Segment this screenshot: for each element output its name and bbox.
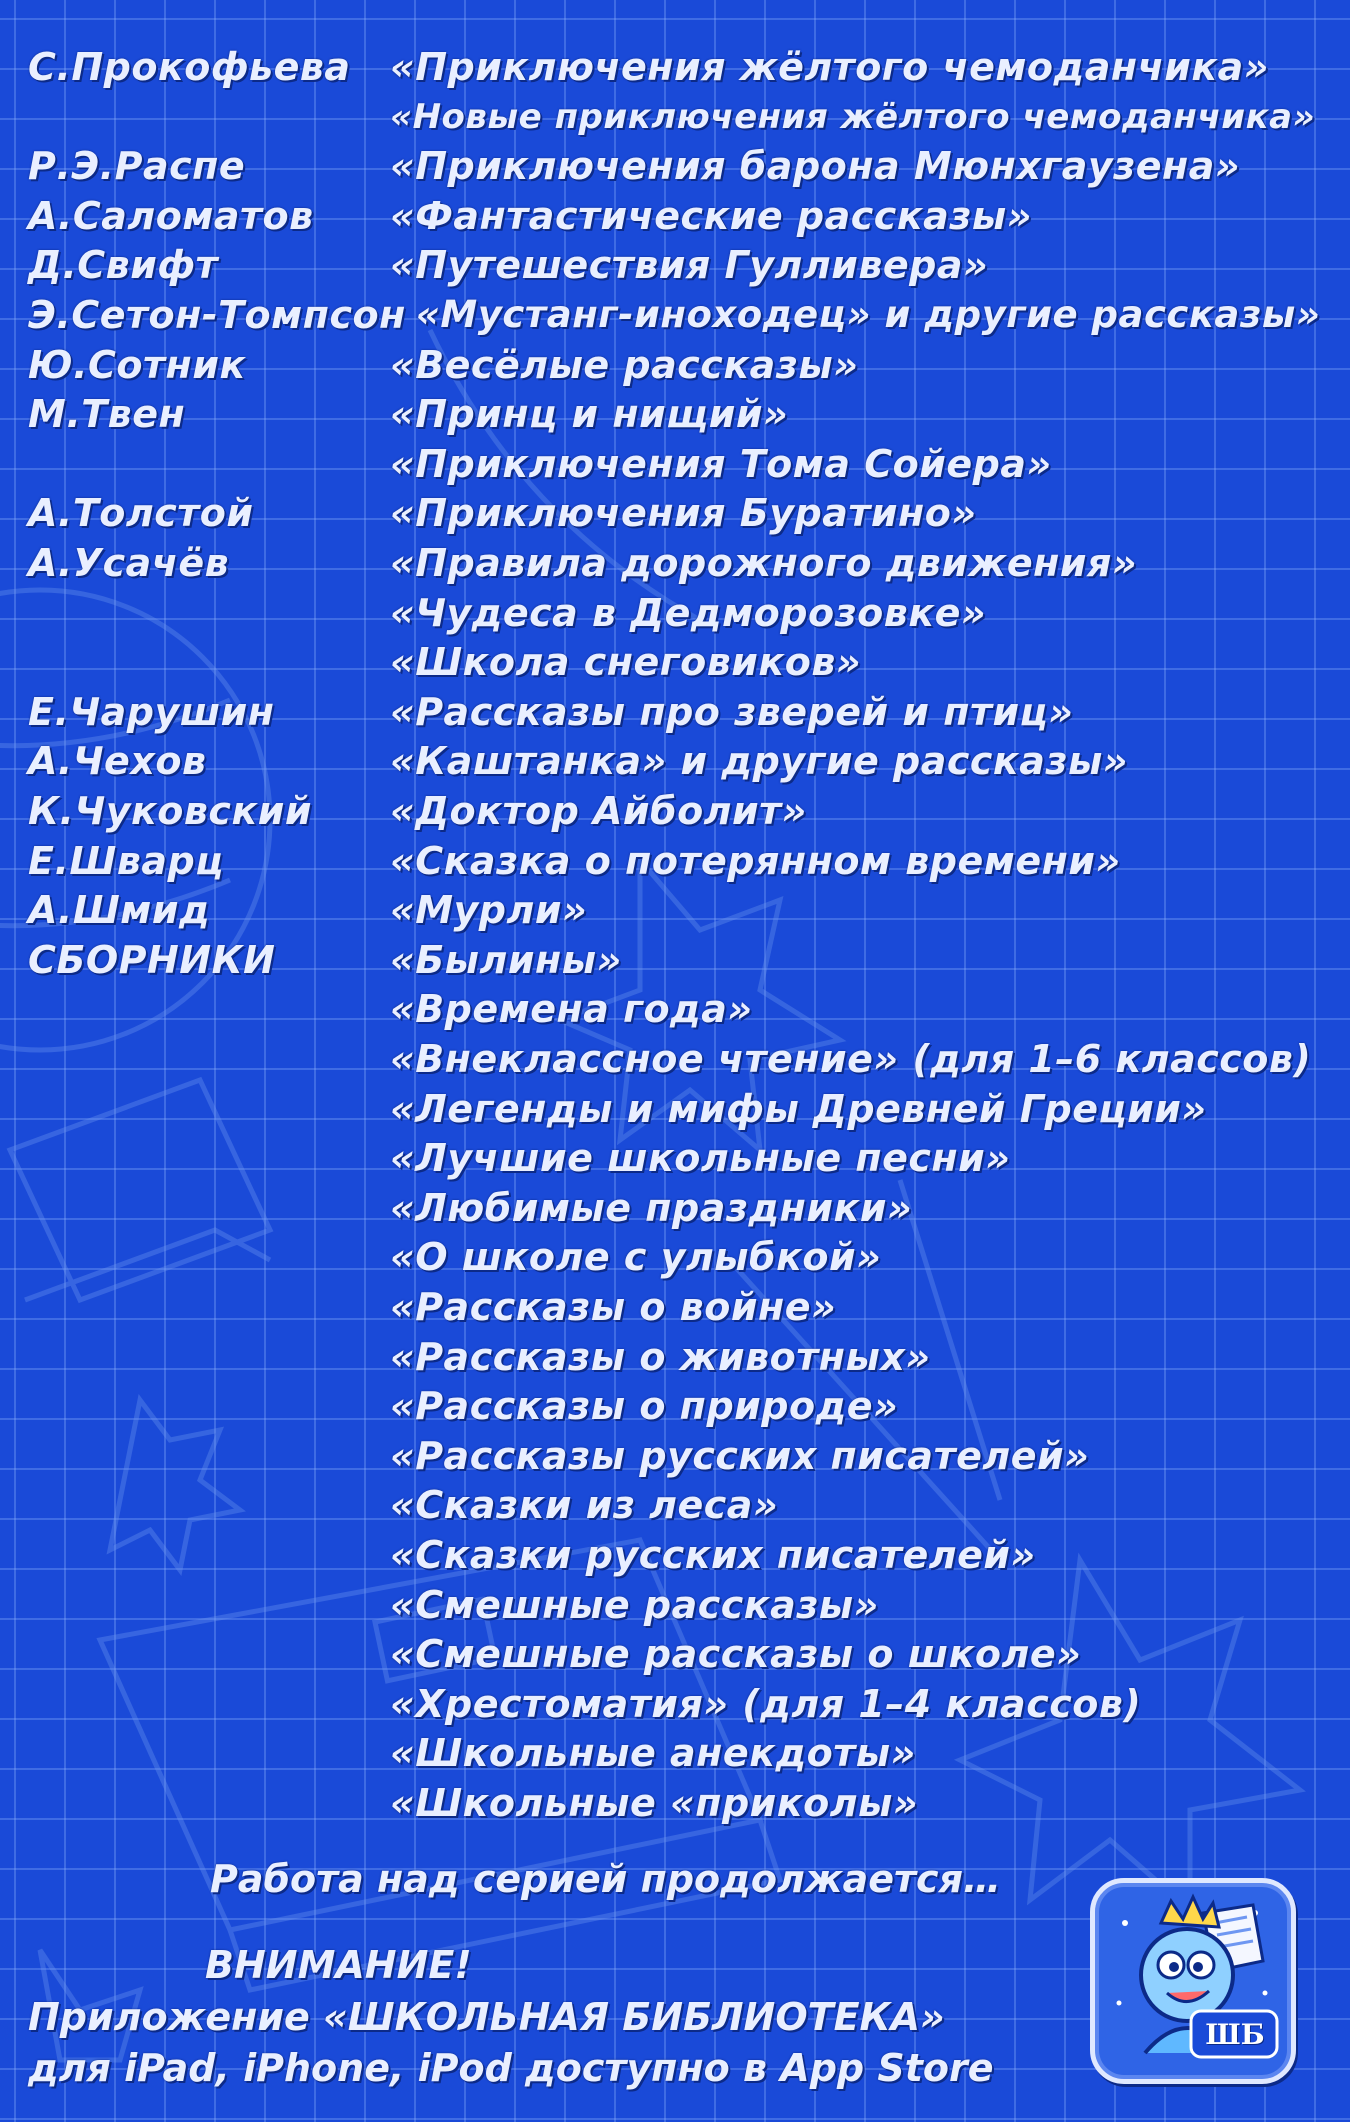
entry-title: «Рассказы о войне» <box>390 1285 837 1329</box>
entry-title: «Былины» <box>390 937 622 982</box>
entry-title: «Чудеса в Дедморозовке» <box>390 590 987 635</box>
entry-title: «Весёлые рассказы» <box>390 342 859 387</box>
entry-title: «Смешные рассказы» <box>390 1582 879 1627</box>
entry-title: «Приключения барона Мюнхгаузена» <box>390 144 1241 189</box>
entry-author: Д.Свифт <box>28 243 219 288</box>
attention-heading: ВНИМАНИЕ! <box>205 1943 472 1987</box>
entry-title: «Внеклассное чтение» (для 1–6 классов) <box>390 1037 1312 1081</box>
entry-title: «Доктор Айболит» <box>390 789 807 833</box>
entry-title: «Рассказы о животных» <box>390 1334 931 1379</box>
entry-title: «Правила дорожного движения» <box>390 541 1138 585</box>
entry-title: «Путешествия Гулливера» <box>390 243 989 288</box>
entry-title: «Рассказы о природе» <box>390 1384 899 1429</box>
entry-title: «Смешные рассказы о школе» <box>390 1632 1082 1677</box>
entry-title: «Рассказы русских писателей» <box>390 1433 1090 1478</box>
entry-author: Э.Сетон-Томпсон <box>28 293 406 337</box>
entry-author: С.Прокофьева <box>28 45 351 89</box>
entry-title: «Сказки из леса» <box>390 1483 779 1528</box>
entry-author: Е.Шварц <box>28 838 224 883</box>
entry-author: К.Чуковский <box>28 789 312 833</box>
entry-title: «Лучшие школьные песни» <box>390 1136 1011 1181</box>
entry-author: М.Твен <box>28 392 186 437</box>
entry-title: «Фантастические рассказы» <box>390 193 1032 238</box>
entry-title: «Сказки русских писателей» <box>390 1533 1036 1577</box>
continuation-note: Работа над серией продолжается… <box>210 1857 1001 1901</box>
entry-title: «Любимые праздники» <box>390 1185 913 1230</box>
entry-title: «Каштанка» и другие рассказы» <box>390 739 1129 784</box>
entry-title: «Приключения Тома Сойера» <box>390 441 1052 486</box>
entry-title: «Времена года» <box>390 987 753 1032</box>
app-announcement-line-1: Приложение «ШКОЛЬНАЯ БИБЛИОТЕКА» <box>28 1995 945 2039</box>
app-announcement-line-2: для iPad, iPhone, iPod доступно в App Store <box>28 2046 994 2090</box>
entry-title: «Легенды и мифы Древней Греции» <box>390 1086 1207 1131</box>
entry-title: «Школа снеговиков» <box>390 640 862 685</box>
entry-title: «Школьные анекдоты» <box>390 1731 916 1776</box>
entry-title: «О школе с улыбкой» <box>390 1235 882 1280</box>
entry-title: «Новые приключения жёлтого чемоданчика» <box>390 96 1316 137</box>
entry-author: Р.Э.Распе <box>28 144 246 189</box>
app-badge-label: ШБ <box>1205 2018 1265 2051</box>
entry-title: «Школьные «приколы» <box>390 1781 919 1825</box>
entry-title: «Приключения Буратино» <box>390 491 977 536</box>
entry-title: «Мурли» <box>390 888 588 933</box>
entry-author: Е.Чарушин <box>28 689 275 734</box>
entry-title: «Принц и нищий» <box>390 392 789 437</box>
school-library-app-icon <box>1090 1878 1296 2084</box>
entry-title: «Сказка о потерянном времени» <box>390 838 1121 883</box>
entry-author: А.Чехов <box>28 739 207 784</box>
entry-author: А.Саломатов <box>28 193 314 238</box>
entry-title: «Рассказы про зверей и птиц» <box>390 689 1074 734</box>
entry-author: СБОРНИКИ <box>28 937 276 982</box>
entry-title: «Мустанг-иноходец» и другие рассказы» <box>415 293 1321 336</box>
entry-author: А.Шмид <box>28 888 211 933</box>
entry-author: А.Усачёв <box>28 541 230 585</box>
entry-title: «Хрестоматия» (для 1–4 классов) <box>390 1681 1142 1726</box>
entry-title: «Приключения жёлтого чемоданчика» <box>390 45 1269 89</box>
entry-author: Ю.Сотник <box>28 342 246 387</box>
entry-author: А.Толстой <box>28 491 254 536</box>
